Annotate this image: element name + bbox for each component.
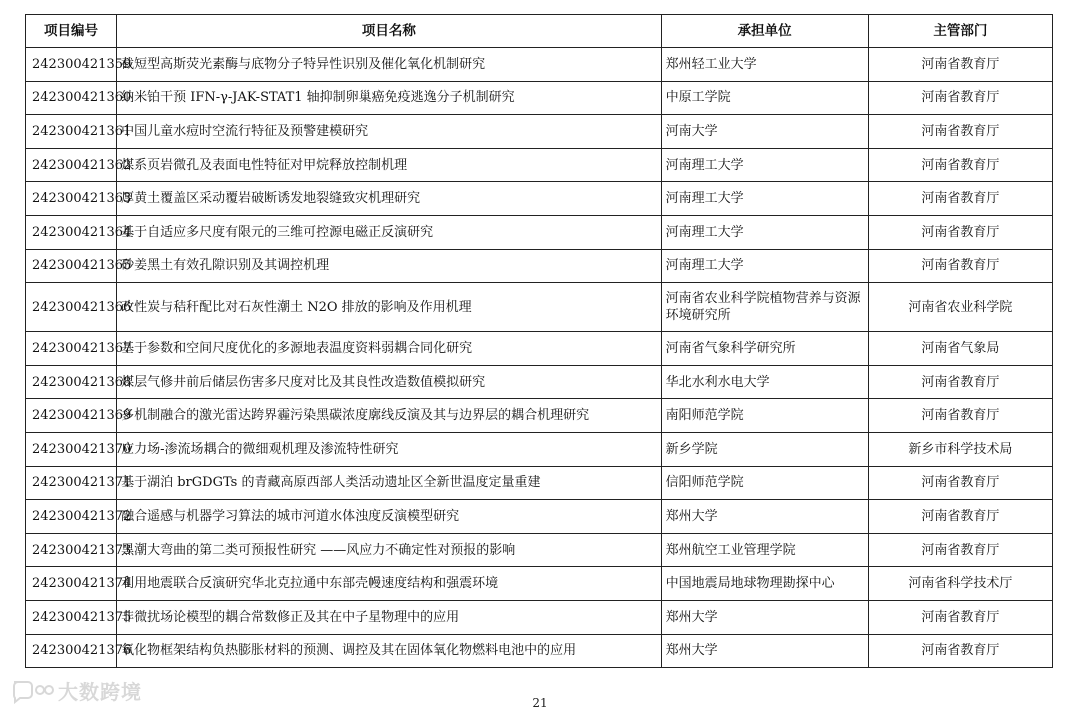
cell-supervising-dept: 河南省教育厅 [868, 634, 1052, 668]
header-project-id: 项目编号 [26, 15, 117, 48]
cell-project-name: 基于自适应多尺度有限元的三维可控源电磁正反演研究 [117, 215, 662, 249]
cell-undertaking-unit: 河南大学 [661, 115, 868, 149]
page-number: 21 [532, 696, 548, 710]
cell-supervising-dept: 河南省教育厅 [868, 533, 1052, 567]
table-row [26, 332, 1053, 366]
cell-undertaking-unit: 郑州航空工业管理学院 [661, 533, 868, 567]
cell-supervising-dept: 河南省教育厅 [868, 500, 1052, 534]
table-row [26, 148, 1053, 182]
cell-project-id: 242300421363 [26, 182, 117, 216]
cell-undertaking-unit: 信阳师范学院 [661, 466, 868, 500]
cell-project-name: 截短型高斯荧光素酶与底物分子特异性识别及催化氧化机制研究 [117, 48, 662, 82]
cell-supervising-dept: 河南省教育厅 [868, 600, 1052, 634]
table-body [26, 48, 1053, 668]
cell-project-name: 中国儿童水痘时空流行特征及预警建模研究 [117, 115, 662, 149]
cell-project-name: 煤层气修井前后储层伤害多尺度对比及其良性改造数值模拟研究 [117, 365, 662, 399]
cell-undertaking-unit: 中国地震局地球物理勘探中心 [661, 567, 868, 601]
watermark-text: 大数跨境 [58, 680, 142, 704]
cell-project-id: 242300421371 [26, 466, 117, 500]
cell-project-id: 242300421359 [26, 48, 117, 82]
project-table [25, 14, 1053, 668]
cell-undertaking-unit: 新乡学院 [661, 432, 868, 466]
cell-supervising-dept: 河南省教育厅 [868, 215, 1052, 249]
header-supervising-dept: 主管部门 [868, 15, 1052, 48]
header-row [26, 15, 1053, 48]
cell-undertaking-unit: 郑州大学 [661, 500, 868, 534]
cell-undertaking-unit: 河南省气象科学研究所 [661, 332, 868, 366]
cell-project-name: 纳米铂干预 IFN-γ-JAK-STAT1 轴抑制卵巢癌免疫逃逸分子机制研究 [117, 81, 662, 115]
cell-project-id: 242300421365 [26, 249, 117, 283]
header-project-name: 项目名称 [117, 15, 662, 48]
cell-project-name: 氧化物框架结构负热膨胀材料的预测、调控及其在固体氧化物燃料电池中的应用 [117, 634, 662, 668]
cell-supervising-dept: 河南省教育厅 [868, 148, 1052, 182]
cell-project-name: 厚黄土覆盖区采动覆岩破断诱发地裂缝致灾机理研究 [117, 182, 662, 216]
table-row [26, 533, 1053, 567]
project-table-container [25, 14, 1053, 668]
cell-project-name: 基于参数和空间尺度优化的多源地表温度资料弱耦合同化研究 [117, 332, 662, 366]
cell-undertaking-unit: 中原工学院 [661, 81, 868, 115]
cell-project-id: 242300421360 [26, 81, 117, 115]
cell-project-name: 改性炭与秸秆配比对石灰性潮土 N2O 排放的影响及作用机理 [117, 283, 662, 332]
table-row [26, 634, 1053, 668]
cell-undertaking-unit: 河南理工大学 [661, 148, 868, 182]
cell-undertaking-unit: 郑州大学 [661, 634, 868, 668]
cell-project-id: 242300421362 [26, 148, 117, 182]
cell-undertaking-unit: 郑州轻工业大学 [661, 48, 868, 82]
cell-project-name: 应力场-渗流场耦合的微细观机理及渗流特性研究 [117, 432, 662, 466]
cell-supervising-dept: 河南省教育厅 [868, 182, 1052, 216]
cell-supervising-dept: 河南省教育厅 [868, 81, 1052, 115]
cell-supervising-dept: 河南省科学技术厅 [868, 567, 1052, 601]
table-header [26, 15, 1053, 48]
cell-project-name: 黑潮大弯曲的第二类可预报性研究 ——风应力不确定性对预报的影响 [117, 533, 662, 567]
table-row [26, 283, 1053, 332]
cell-project-id: 242300421370 [26, 432, 117, 466]
cell-project-id: 242300421374 [26, 567, 117, 601]
cell-project-id: 242300421373 [26, 533, 117, 567]
cell-supervising-dept: 河南省教育厅 [868, 399, 1052, 433]
cell-project-id: 242300421367 [26, 332, 117, 366]
cell-supervising-dept: 河南省教育厅 [868, 115, 1052, 149]
table-row [26, 432, 1053, 466]
cell-supervising-dept: 河南省教育厅 [868, 466, 1052, 500]
table-row [26, 249, 1053, 283]
table-row [26, 365, 1053, 399]
table-row [26, 567, 1053, 601]
cell-project-name: 多机制融合的激光雷达跨界霾污染黑碳浓度廓线反演及其与边界层的耦合机理研究 [117, 399, 662, 433]
table-row [26, 466, 1053, 500]
table-row [26, 500, 1053, 534]
table-row [26, 399, 1053, 433]
table-row [26, 115, 1053, 149]
cell-undertaking-unit: 河南理工大学 [661, 182, 868, 216]
cell-supervising-dept: 河南省教育厅 [868, 249, 1052, 283]
header-undertaking-unit: 承担单位 [661, 15, 868, 48]
cell-project-id: 242300421372 [26, 500, 117, 534]
cell-undertaking-unit: 郑州大学 [661, 600, 868, 634]
cell-project-id: 242300421369 [26, 399, 117, 433]
cell-supervising-dept: 河南省农业科学院 [868, 283, 1052, 332]
cell-undertaking-unit: 河南理工大学 [661, 249, 868, 283]
cell-undertaking-unit: 南阳师范学院 [661, 399, 868, 433]
cell-undertaking-unit: 华北水利水电大学 [661, 365, 868, 399]
cell-project-id: 242300421368 [26, 365, 117, 399]
cell-project-id: 242300421364 [26, 215, 117, 249]
cell-undertaking-unit: 河南理工大学 [661, 215, 868, 249]
table-row [26, 182, 1053, 216]
cell-supervising-dept: 河南省教育厅 [868, 48, 1052, 82]
cell-project-name: 融合遥感与机器学习算法的城市河道水体浊度反演模型研究 [117, 500, 662, 534]
cell-project-name: 基于湖泊 brGDGTs 的青藏高原西部人类活动遗址区全新世温度定量重建 [117, 466, 662, 500]
table-row [26, 215, 1053, 249]
table-row [26, 48, 1053, 82]
table-row [26, 600, 1053, 634]
cell-project-name: 砂姜黑土有效孔隙识别及其调控机理 [117, 249, 662, 283]
cell-supervising-dept: 河南省教育厅 [868, 365, 1052, 399]
cell-project-id: 242300421361 [26, 115, 117, 149]
cell-supervising-dept: 河南省气象局 [868, 332, 1052, 366]
cell-project-name: 煤系页岩微孔及表面电性特征对甲烷释放控制机理 [117, 148, 662, 182]
table-row [26, 81, 1053, 115]
cell-supervising-dept: 新乡市科学技术局 [868, 432, 1052, 466]
cell-project-name: 利用地震联合反演研究华北克拉通中东部壳幔速度结构和强震环境 [117, 567, 662, 601]
cell-project-id: 242300421366 [26, 283, 117, 332]
cell-project-id: 242300421376 [26, 634, 117, 668]
cell-project-id: 242300421375 [26, 600, 117, 634]
cell-undertaking-unit: 河南省农业科学院植物营养与资源环境研究所 [661, 283, 868, 332]
cell-project-name: 非微扰场论模型的耦合常数修正及其在中子星物理中的应用 [117, 600, 662, 634]
